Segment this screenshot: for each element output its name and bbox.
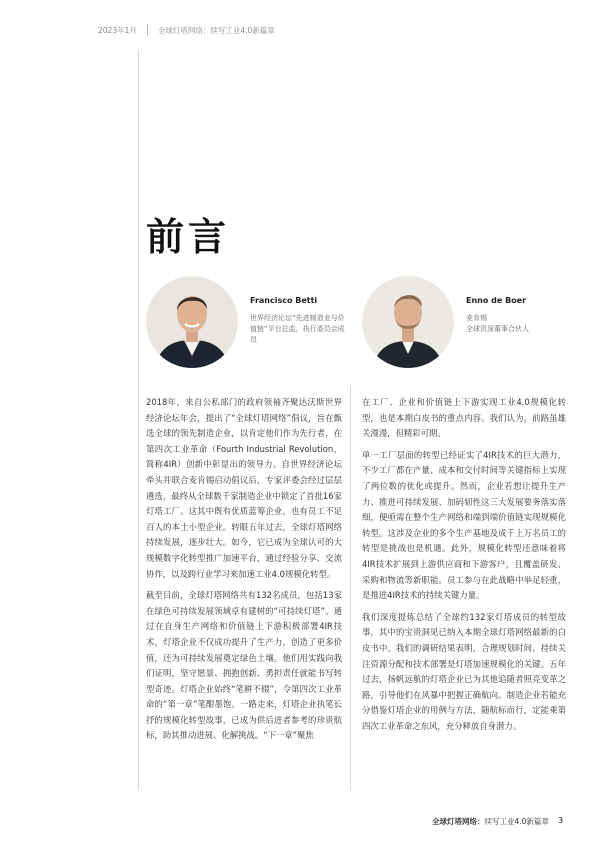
portrait-photo (146, 276, 238, 368)
paragraph: 在工厂、企业和价值链上下游实现工业4.0规模化转型，也是本期白皮书的重点内容。我们认为，前路虽雄关漫漫，但精彩可期。 (362, 397, 566, 439)
header-title: 全球灯塔网络：续写工业4.0新篇章 (157, 25, 275, 35)
body-column-right (362, 395, 566, 740)
header-divider (147, 24, 148, 36)
author-name: Enno de Boer (466, 296, 527, 305)
page-footer (432, 816, 564, 827)
column-rule-left (138, 50, 139, 790)
paragraph: 截至目前，全球灯塔网络共有132名成员，包括13家在绿色可持续发展领域卓有建树的“可持续灯塔”。通过在自身生产网络和价值链上下游积极部署4IR技术，灯塔企业不仅成功提升了生产力，创造了更多价值，还为可持续发展奠定绿色土壤。他们用实践向我们证明，坚守愿景、拥抱创新、勇担责任就能书写转型奇迹。灯塔企业始终“笔耕不辍”，令第四次工业革命的“第一章”笔酣墨饱。一路走来，灯塔企业执笔长抒的规模化转型故事，已成为供后进者参考的珍贵航标，助其推动进展、化解挑战。“下一章”聚焦 (146, 590, 342, 741)
paragraph: 单一工厂层面的转型已经证实了4IR技术的巨大潜力，不少工厂都在产量、成本和交付时间等关键指标上实现了两位数的优化或提升。然而，企业若想让提升生产力、推进可持续发展、加码韧性这三大发展要务落实落细，便亟需在整个生产网络和端到端价值链实现规模化转型。这涉及企业的多个生产基地及成千上万名员工的转型是挑战也是机遇。此外，规模化转型还意味着将4IR技术扩展到上游供应商和下游客户，且覆盖研发、采购和物流等新职能。员工参与在此战略中举足轻重，是推进4IR技术的持续关键力量。 (362, 449, 566, 601)
footer-title-rest: 续写工业4.0新篇章 (484, 817, 549, 826)
author-title: 麦肯锡 全球资深董事合伙人 (466, 314, 529, 333)
page-title: 前言 (146, 215, 231, 259)
paragraph: 2018年，来自公私部门的政府领袖齐聚达沃斯世界经济论坛年会，提出了“全球灯塔网络”倡议，旨在甄选全球的领先制造企业，以肯定他们作为先行者，在第四次工业革命（Fourth Industrial Revolution，简称4IR）创新中彰显出的领导力。自世界经济论坛牵头并联合麦肯锡启动倡议后，专家评委会经过层层遴选，最终从全球数千家制造企业中锁定了首批16家灯塔工厂。这其中既有优质蓝筹企业，也有员工不足百人的本土小型企业。转眼五年过去，全球灯塔网络持续发展，逐步壮大。如今，它已成为全球认可的大规模数字化转型推广加速平台，通过经验分享、交流协作，以及跨行业学习来加速工业4.0规模化转型。 (146, 397, 342, 579)
running-header (98, 24, 275, 36)
author-francisco-betti (146, 276, 350, 368)
paragraph: 我们深度提炼总结了全球约132家灯塔成员的转型故事，其中的宝贵洞见已纳入本期全球灯塔网络最新的白皮书中。我们的调研结果表明，合理规划时间、持续关注资源分配和技术部署是灯塔加速规模化的关键。五年过去，扬帆远航的灯塔企业已为其他追随者照亮变革之路，引导他们在风暴中把握正确航向。制造企业若能充分借鉴灯塔企业的用例与方法，随航标而行，定能乘第四次工业革命之东风，充分释放自身潜力。 (362, 611, 566, 731)
author-title: 世界经济论坛“先进制造业与价值链”平台总监，执行委员会成员 (250, 314, 345, 344)
author-name: Francisco Betti (250, 296, 318, 305)
header-date: 2023年1月 (98, 25, 137, 35)
footer-title-bold: 全球灯塔网络： (432, 817, 485, 826)
body-column-left (146, 395, 342, 750)
author-enno-de-boer (362, 276, 566, 368)
page-number: 3 (558, 816, 564, 825)
column-rule-middle (350, 385, 351, 790)
portrait-photo (362, 276, 454, 368)
